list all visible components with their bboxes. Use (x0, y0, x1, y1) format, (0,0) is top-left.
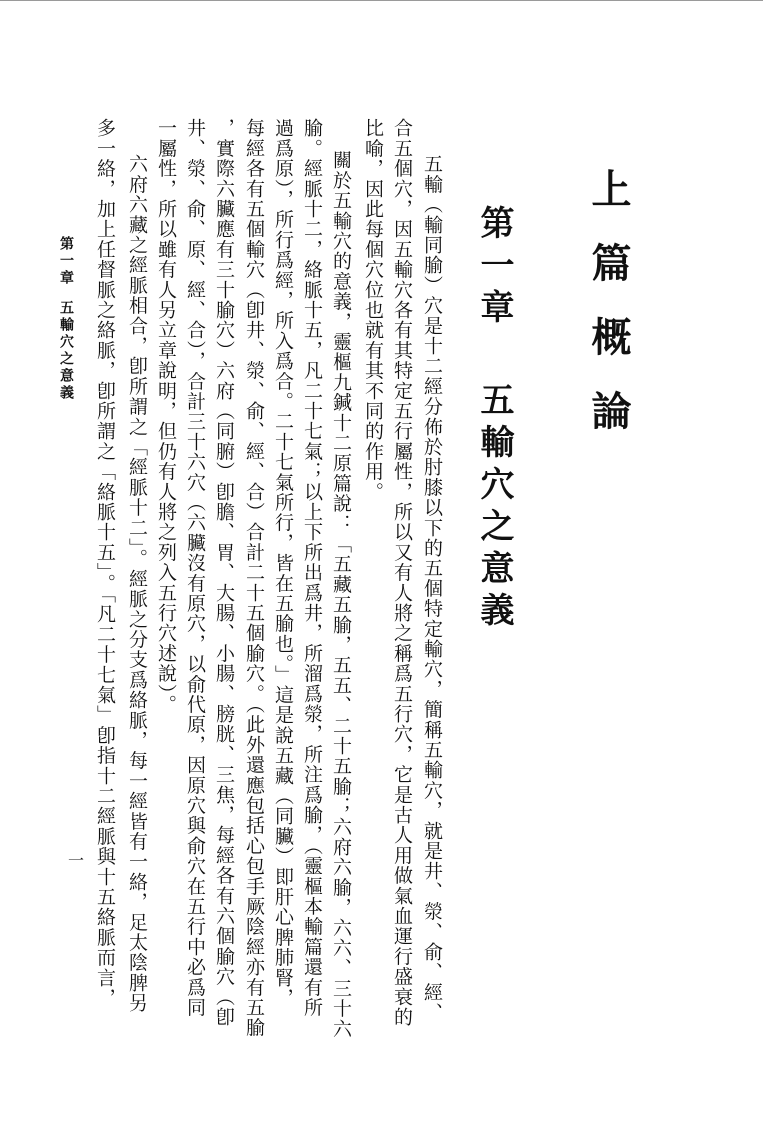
body-column: 多一絡，加上任督脈之絡脈，卽所謂之「絡脈十五」。「凡二十七氣」卽指十二經脈與十五絡脈而言， (94, 118, 116, 1008)
scan-edge-line (0, 0, 763, 1)
body-column: 五輸（輸同腧）穴是十二經分佈於肘膝以下的五個特定輸穴，簡稱五輸穴，就是井、滎、俞、經、 (421, 154, 443, 1023)
body-column: 六府六藏之經脈相合，卽所謂之「經脈十二」。經脈之分支爲絡脈，每一經皆有一絡，足太陰脾另 (126, 154, 148, 1014)
body-column: 比喻，因此每個穴位也就有其不同的作用。 (362, 118, 384, 502)
body-column: 關於五輸穴的意義，靈樞九鍼十二原篇說：「五藏五腧，五五、二十五腧；六府六腧，六六、三十六 (330, 150, 352, 1039)
running-head-title: 五輸穴之意義 (58, 300, 74, 402)
body-column: 井、滎、俞、原、經、合），合計三十六穴（六臟沒有原穴，以俞代原，因原穴與俞穴在五行中必爲同 (184, 118, 206, 1018)
chapter-title: 五輸穴之意義 (474, 382, 514, 634)
running-head-chapter: 第一章 (58, 236, 74, 287)
body-column: 腧。經脈十二，絡脈十五，凡二十七氣；以上下所出爲井，所溜爲滎，所注爲腧，（靈樞本輸篇還有所 (301, 118, 323, 1018)
chapter-number: 第一章 (474, 205, 514, 331)
part-title: 上篇概論 (585, 168, 632, 464)
body-column: ，實際六臟應有三十腧穴）六府（同腑）卽膽、胃、大腸、小腸、膀胱、三焦，每經各有六個腧穴（卽 (213, 118, 235, 1027)
page-number: 一 (68, 851, 85, 870)
body-column: 過爲原），所行爲經，所入爲合。二十七氣所行，皆在五腧也。」這是說五藏（同臟）即肝心脾肺腎， (272, 118, 294, 1008)
body-column: 合五個穴，因五輸穴各有其特定五行屬性，所以又有人將之稱爲五行穴，它是古人用做氣血運行盛衰的 (391, 118, 413, 1027)
body-column: 一屬性，所以雖有人另立章說明，但仍有人將之列入五行穴述說）。 (155, 118, 177, 715)
body-column: 每經各有五個輸穴（卽井、滎、俞、經、合）合計二十五個腧穴。（此外還應包括心包手厥陰經亦有五腧 (243, 118, 265, 1038)
